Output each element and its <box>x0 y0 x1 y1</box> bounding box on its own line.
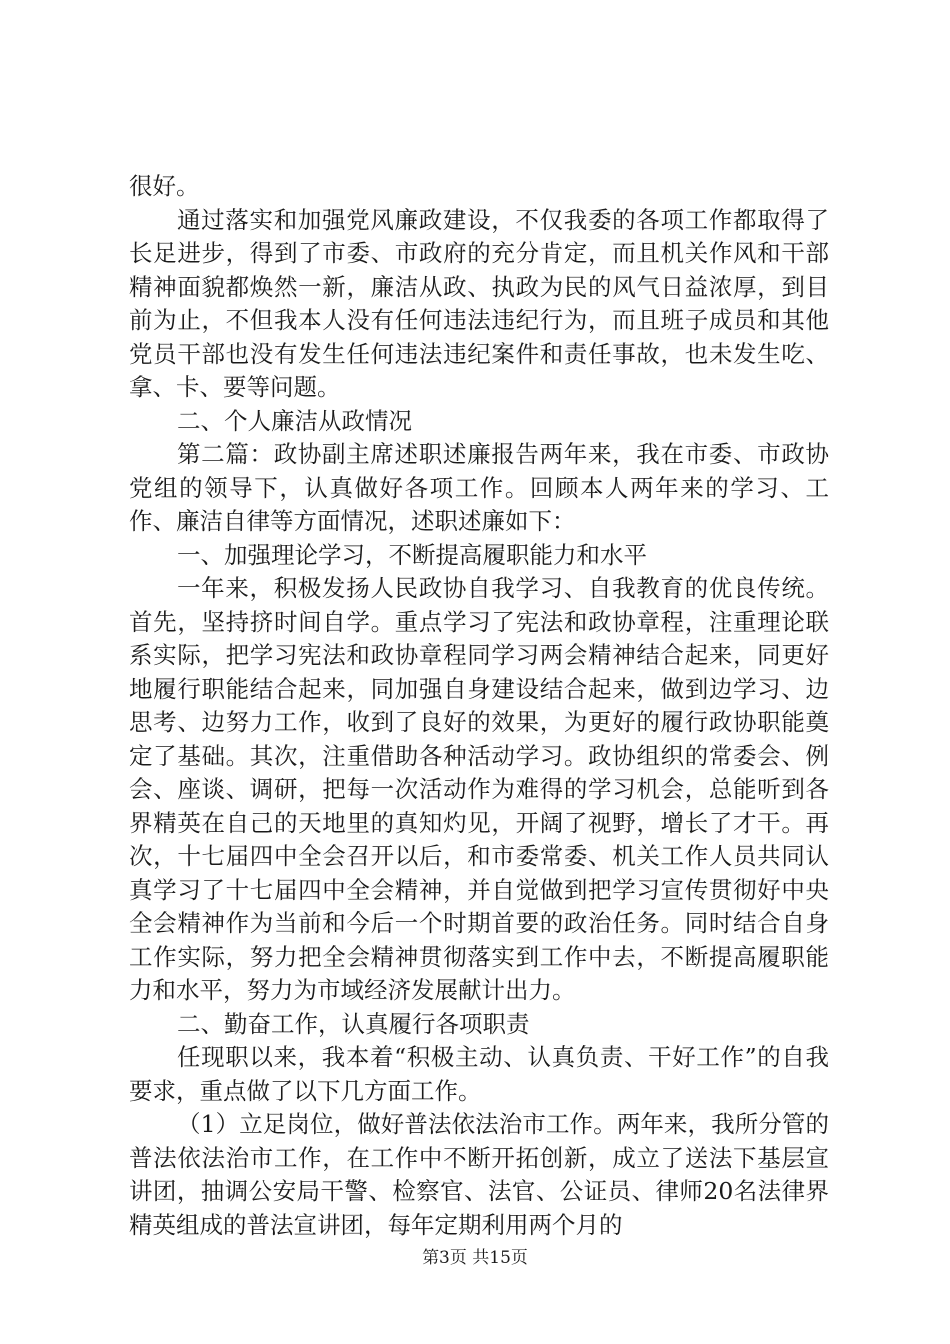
paragraph-1: 很好。 <box>129 172 200 200</box>
section-heading-diligent-work: 二、勤奋工作，认真履行各项职责 <box>177 1009 530 1038</box>
paragraph-2: 通过落实和加强党风廉政建设，不仅我委的各项工作都取得了长足进步，得到了市委、市政府的充分肯定，而且机关作风和干部精神面貌都焕然一新，廉洁从政、执政为民的风气日益浓厚，到目前为止，不但我本人没有任何违法违纪行为，而且班子成员和其他党员干部也没有发生任何违法违纪案件和责任事故，也未发生吃、拿、卡、要等问题。 <box>129 205 829 401</box>
page-number-footer: 第3页 共15页 <box>422 1248 528 1268</box>
paragraph-6: 一年来，积极发扬人民政协自我学习、自我教育的优良传统。首先，坚持挤时间自学。重点学习了宪法和政协章程，注重理论联系实际，把学习宪法和政协章程同学习两会精神结合起来，同更好地履行职能结合起来，同加强自身建设结合起来，做到边学习、边思考、边努力工作，收到了良好的效果，为更好的履行政协职能奠定了基础。其次，注重借助各种活动学习。政协组织的常委会、例会、座谈、调研，把每一次活动作为难得的学习机会，总能听到各界精英在自己的天地里的真知灼见，开阔了视野，增长了才干。再次，十七届四中全会召开以后，和市委常委、机关工作人员共同认真学习了十七届四中全会精神，并自觉做到把学习宣传贯彻好中央全会精神作为当前和今后一个时期首要的政治任务。同时结合自身工作实际，努力把全会精神贯彻落实到工作中去，不断提高履职能力和水平，努力为市域经济发展献计出力。 <box>129 574 829 1004</box>
section-heading-personal-integrity: 二、个人廉洁从政情况 <box>177 406 412 435</box>
paragraph-9: （1）立足岗位，做好普法依法治市工作。两年来，我所分管的普法依法治市工作，在工作中不断开拓创新，成立了送法下基层宣讲团，抽调公安局干警、检察官、法官、公证员、律师20名法律界精英组成的普法宣讲团，每年定期利用两个月的 <box>129 1110 829 1239</box>
document-body <box>129 170 829 1242</box>
section-heading-theory-study: 一、加强理论学习，不断提高履职能力和水平 <box>177 540 647 569</box>
paragraph-8: 任现职以来，我本着“积极主动、认真负责、干好工作”的自我要求，重点做了以下几方面工作。 <box>129 1043 829 1105</box>
paragraph-4: 第二篇：政协副主席述职述廉报告两年来，我在市委、市政协党组的领导下，认真做好各项工作。回顾本人两年来的学习、工作、廉洁自律等方面情况，述职述廉如下： <box>129 440 829 535</box>
